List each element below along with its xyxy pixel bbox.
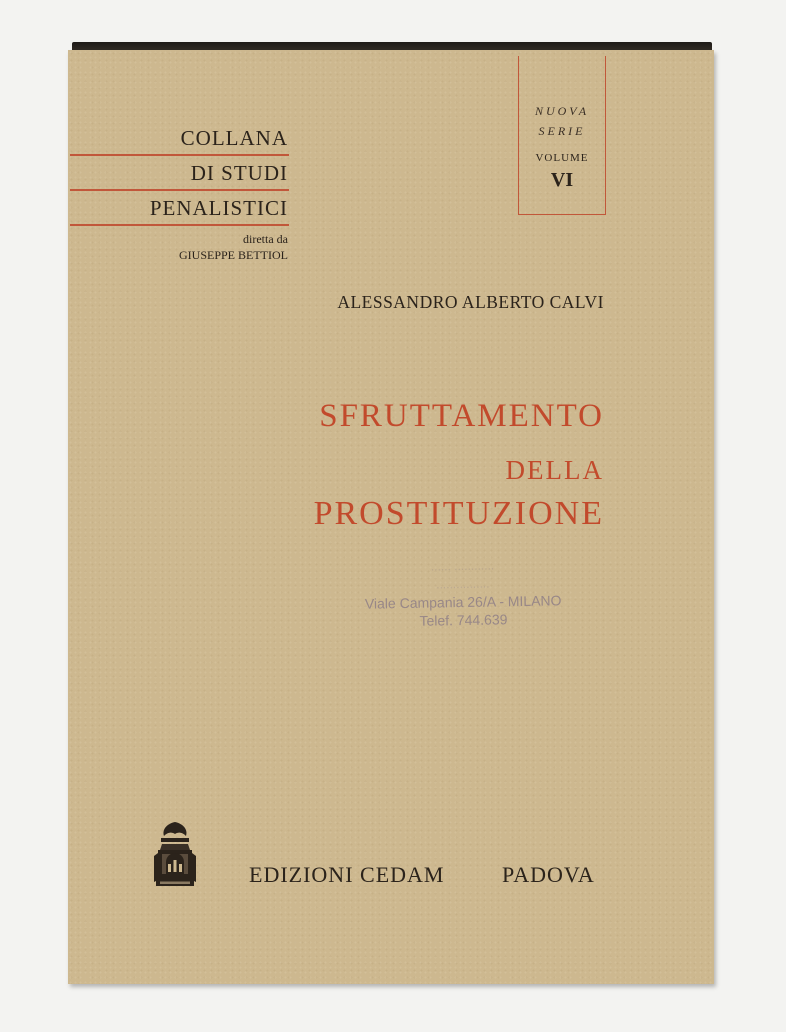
series-box <box>518 56 606 215</box>
title-line-3: PROSTITUZIONE <box>313 495 604 532</box>
collana-line-1: COLLANA <box>180 126 288 150</box>
stamp-phone: Telef. 744.639 <box>419 611 508 629</box>
library-stamp <box>337 555 588 631</box>
stamp-line-1: ...... ............ <box>430 558 495 574</box>
collana-line-2: DI STUDI <box>190 161 288 185</box>
collana-rule-1 <box>70 154 289 156</box>
stamp-line-2: ................ <box>436 576 490 592</box>
collana-rule-2 <box>70 189 289 191</box>
title-line-1: SFRUTTAMENTO <box>319 398 604 434</box>
collana-rule-3 <box>70 224 289 226</box>
directed-by: diretta da <box>243 232 288 246</box>
book-cover <box>68 50 714 984</box>
stamp-address: Viale Campania 26/A - MILANO <box>364 592 562 612</box>
volume-number: VI <box>550 169 574 191</box>
director-name: GIUSEPPE BETTIOL <box>179 248 288 262</box>
series-nuova: NUOVA <box>534 104 590 118</box>
cedam-emblem-icon <box>152 820 198 888</box>
title-line-2: DELLA <box>505 455 604 485</box>
publisher-city: PADOVA <box>502 862 595 887</box>
author-name: ALESSANDRO ALBERTO CALVI <box>337 292 604 312</box>
series-serie: SERIE <box>538 124 586 138</box>
publisher-name: EDIZIONI CEDAM <box>249 862 445 887</box>
collana-line-3: PENALISTICI <box>149 196 288 220</box>
volume-label: VOLUME <box>535 152 589 164</box>
